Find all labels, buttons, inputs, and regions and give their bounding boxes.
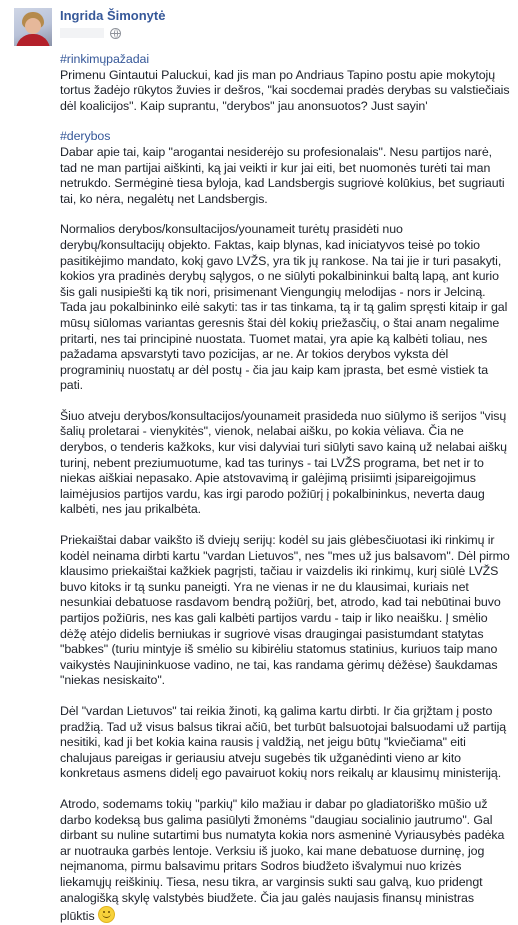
post-paragraph-7-text: Atrodo, sodemams tokių "parkių" kilo mažiau ir dabar po gladiatoriško mūšio už darbo kodeksą bus galima pasiūlyti žmonėms "daugiau socialinio jautrumo". Gal dirbant su nuline sutartimi bus numatyta kokia nors asmeninė Vyriausybės padėka ar nuotrauka garbės lentoje. Verksiu iš juoko, kai mane debatuose durninę, jog neįmanoma, pirmu balsavimu pritars Sodros biudžeto išvalymui nuo krizės liekamųjų reiškinių. Tiesa, nesu tikra, ar varginsis sukti sau galvą, kuo pridengt analogišką skylę valstybės biudžete. Čia jau galės naujasis finansų ministras plūktis <box>60 796 505 924</box>
globe-icon[interactable] <box>110 28 121 39</box>
author-name-link[interactable]: Ingrida Šimonytė <box>60 8 166 23</box>
post-paragraph-1: Primenu Gintautui Paluckui, kad jis man po Andriaus Tapino postu apie mokytojų tortus žadėjo rūkytos žuvies ir dešros, "kai socdemai pradės derybas su valstiečiais dėl koalicijos". Kaip suprantu, "derybos" jau anonsuotos? Just sayin' <box>60 67 510 113</box>
post-paragraph-3: Normalios derybos/konsultacijos/younameit turėtų prasidėti nuo derybų/konsultacijų objekto. Faktas, kaip blynas, kad iniciatyvos teisė po tokio pasitikėjimo mandato, kokį gavo LVŽS, yra tik jų rankose. Na tai jie ir turi pasakyti, kokios yra pradinės derybų sąlygos, o ne siūlyti pokalbininkui baltą lapą, ant kurio šis gali nusipiešti ką tik nori, prisimenant Viengungių melodijas - nors ir Jelciną. Tada jau pokalbininko eilė sakyti: tas ir tas tinkama, tą ir tą galim spręsti kitaip ir gal mūsų siūlomas variantas geresnis štai dėl kokių priežasčių, o štai anam negalime pritarti, nes tai principinė nuostata. Tuomet matai, yra apie ką kalbėti toliau, nes pažadama apsvarstyti tavo pozicijas, ar ne. Ar tokios derybos vyksta dėl programinių nuostatų ar dėl postų - čia jau kaip kam įprasta, bet esmė vistiek ta pati. <box>60 222 508 393</box>
post-paragraph-4: Šiuo atveju derybos/konsultacijos/younameit prasideda nuo siūlymo iš serijos "visų šalių proletarai - vienykitės", vienok, nelabai aišku, po kokia vėliava. Čia ne derybos, o tenderis kažkoks, kur visi dalyviai turi siūlyti savo kainą už nelabai aiškų turinį, nebent preziumuotume, kad tas turinys - tai LVŽS programa, bet net ir to niekas aiškiai nepasako. Apie atstovavimą ir galėjimą prisiimti įsipareigojimus laimėjusios partijos vardu, kas irgi parodo požiūrį į pokalbininkus, neverta daug kalbėti, nes jau prikalbėta. <box>60 408 507 517</box>
hashtag-rinkimu-pazadai[interactable]: #rinkimųpažadai <box>60 52 150 66</box>
smile-emoji-icon <box>98 906 115 923</box>
avatar-shoulders <box>16 34 50 46</box>
post-paragraph-6: Dėl "vardan Lietuvos" tai reikia žinoti, ką galima kartu dirbti. Ir čia grįžtam į posto pradžią. Tad už visus balsus tikrai ačiū, bet turbūt balsuotojai balsuodami už partiją nesitiki, kad ji bet kokia kaina rausis į valdžią, net jeigu būtų "kviečiama" eiti chalujaus pareigas ir geriausiu atveju sugebės tik užganėdinti vieno ar kito konkretaus asmens didelį ego pavairuot kokių nors reikalų ar klausimų ministeriją. <box>60 703 507 781</box>
post-paragraph-5: Priekaištai dabar vaikšto iš dviejų serijų: kodėl su jais glėbesčiuotasi iki rinkimų ir kodėl neinama dirbti kartu "vardan Lietuvos", nes "mes už jus balsavom". Dėl pirmo klausimo priekaištai kažkiek pagrįsti, tačiau ir vaizdelis iki rinkimų, kurį siūlė LVŽS buvo kitoks ir tą sunku paneigti. Yra ne vienas ir ne du klausimai, kuriais net nesunkiai debatuose rasdavom bendrą požiūrį, bet, atrodo, kad tai nebūtinai buvo partijos požiūris, nes kas gali kalbėti partijos vardu - taip ir liko neaišku. Į smėlio dėžę atėjo didelis berniukas ir sugriovė visas draugingai pasistumdant statytas "babkes" (turiu mintyje iš smėlio su kibirėliu statomus statinius, kuriuos taip mano vaikystės Naujininkuose vadino, ne tai, kas randama gėrimų dėžėse) šaukdamas "niekas nesiskaito". <box>60 533 510 688</box>
post-paragraph-2: Dabar apie tai, kaip "arogantai nesiderėjo su profesionalais". Nesu partijos narė, tad ne man partijai aiškinti, ką jai veikti ir kur jai eiti, bet nuomonės turėti tai man netrukdo. Sermėginė tiesa byloja, kad Landsbergis sugriovė kolūkius, bet sugriauti tai, ko nėra, negalėtų net Landsbergis. <box>60 144 505 206</box>
hashtag-derybos[interactable]: #derybos <box>60 129 111 144</box>
author-avatar[interactable] <box>14 8 52 46</box>
post-paragraph-7 <box>60 797 510 925</box>
post-body <box>60 52 510 925</box>
post-timestamp[interactable] <box>60 28 104 38</box>
post-meta <box>60 26 121 40</box>
avatar-face <box>25 18 41 34</box>
